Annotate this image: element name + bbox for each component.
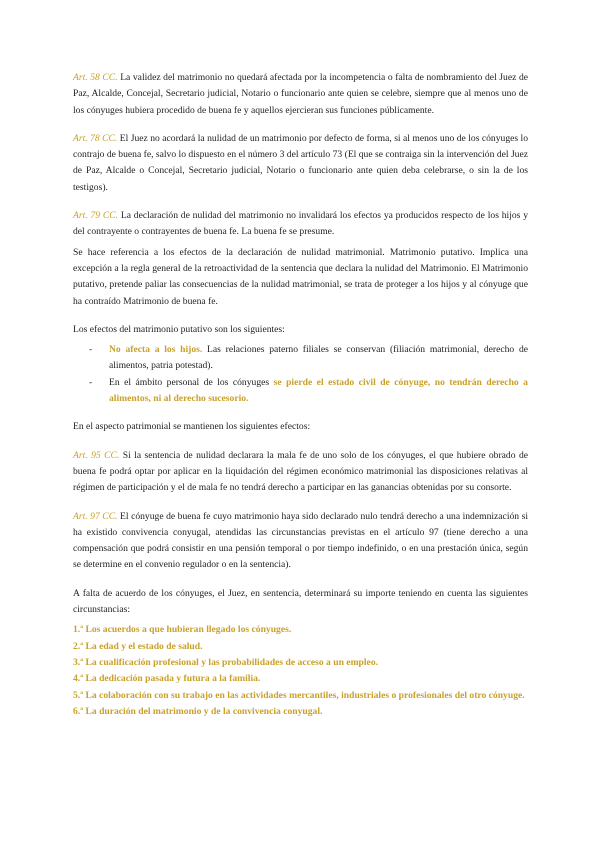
article-78-paragraph (73, 131, 528, 196)
article-text: La declaración de nulidad del matrimonio no invalidará los efectos ya producidos respecto de los hijos y del contrayente o contrayentes de buena fe. La buena fe se presume. (73, 210, 528, 238)
circunstancia-item: 5.ª La colaboración con su trabajo en las actividades mercantiles, industriales o profesionales del otro cónyuge. (73, 689, 525, 701)
article-text: El cónyuge de buena fe cuyo matrimonio haya sido declarado nulo tendrá derecho a una indemnización si ha existido convivencia conyugal, atendidas las circunstancias previstas en el artículo 97 (tiene derecho a una compensación que podrá consistir en una pensión temporal o por tiempo indefinido, o en una prestación única, según se determine en el convenio regulador o en la sentencia). (73, 510, 528, 571)
article-ref: Art. 58 CC. (73, 72, 118, 83)
efectos-intro: Los efectos del matrimonio putativo son los siguientes: (73, 323, 285, 335)
circunstancia-item: 1.ª Los acuerdos a que hubieran llegado los cónyuges. (73, 624, 292, 636)
highlight-text: No afecta a los hijos. (109, 344, 203, 356)
falta-acuerdo-paragraph: A falta de acuerdo de los cónyuges, el Juez, en sentencia, determinará su importe teniendo en cuenta las siguientes circunstancias: (73, 587, 528, 616)
article-ref: Art. 78 CC. (73, 132, 118, 144)
circunstancia-item: 6.ª La duración del matrimonio y de la convivencia conyugal. (73, 705, 323, 717)
item-text: Las relaciones paterno filiales se conservan (filiación matrimonial, derecho de alimentos, patria potestad). (109, 344, 529, 372)
article-text: Si la sentencia de nulidad declarara la mala fe de uno solo de los cónyuges, el que hubiere obrado de buena fe podrá optar por aplicar en la liquidación del régimen económico matrimonial las disposiciones relativas al régimen de participación y el de mala fe no tendrá derecho a participar en las ganancias obtenidas por su consorte. (73, 449, 529, 494)
putativo-paragraph: Se hace referencia a los efectos de la declaración de nulidad matrimonial. Matrimonio putativo. Implica una excepción a la regla general de la retroactividad de la sentencia que declara la nulidad del Matrimonio. El Matrimonio putativo, pretende paliar las consecuencias de la nulidad matrimonial, se trata de proteger a los hijos y al cónyuge que ha contraído Matrimonio de buena fe. (73, 246, 528, 307)
circunstancia-item: 3.ª La cualificación profesional y las probabilidades de acceso a un empleo. (73, 656, 379, 668)
article-ref: Art. 95 CC. (73, 449, 120, 461)
document-page (73, 70, 528, 720)
list-item (73, 342, 528, 375)
circunstancia-item: 2.ª La edad y el estado de salud. (73, 640, 203, 652)
article-text: El Juez no acordará la nulidad de un matrimonio por defecto de forma, si al menos uno de los cónyuges lo contrajo de buena fe, salvo lo dispuesto en el número 3 del artículo 73 (El que se contraiga sin la intervención del Juez de Paz, Alcalde o Concejal, Secretario judicial, Notario o funcionario ante quien deba celebrarse, o sin la de los testigos). (73, 132, 529, 193)
bullet-dash: - (89, 376, 93, 388)
list-item (73, 375, 528, 408)
item-text: En el ámbito personal de los cónyuges (109, 376, 274, 388)
article-79-paragraph (73, 208, 528, 241)
circunstancia-item: 4.ª La dedicación pasada y futura a la familia. (73, 673, 261, 685)
article-95-paragraph (73, 448, 528, 497)
patrimonial-intro: En el aspecto patrimonial se mantienen los siguientes efectos: (73, 421, 311, 433)
article-text: La validez del matrimonio no quedará afectada por la incompetencia o falta de nombramiento del Juez de Paz, Alcalde, Concejal, Secretario judicial, Notario o funcionario ante quien se celebre, siempre que al menos uno de los cónyuges hubiera procedido de buena fe y aquellos ejercieran sus funciones públicamente. (73, 72, 528, 116)
article-ref: Art. 97 CC. (73, 510, 118, 522)
article-ref: Art. 79 CC. (73, 210, 119, 222)
highlight-text: se pierde el estado civil de cónyuge, no tendrán derecho a alimentos, ni al derecho sucesorio. (109, 376, 528, 405)
article-97-paragraph (73, 509, 528, 574)
bullet-dash: - (89, 344, 93, 356)
article-58-paragraph (73, 70, 528, 119)
efectos-list (73, 342, 528, 407)
